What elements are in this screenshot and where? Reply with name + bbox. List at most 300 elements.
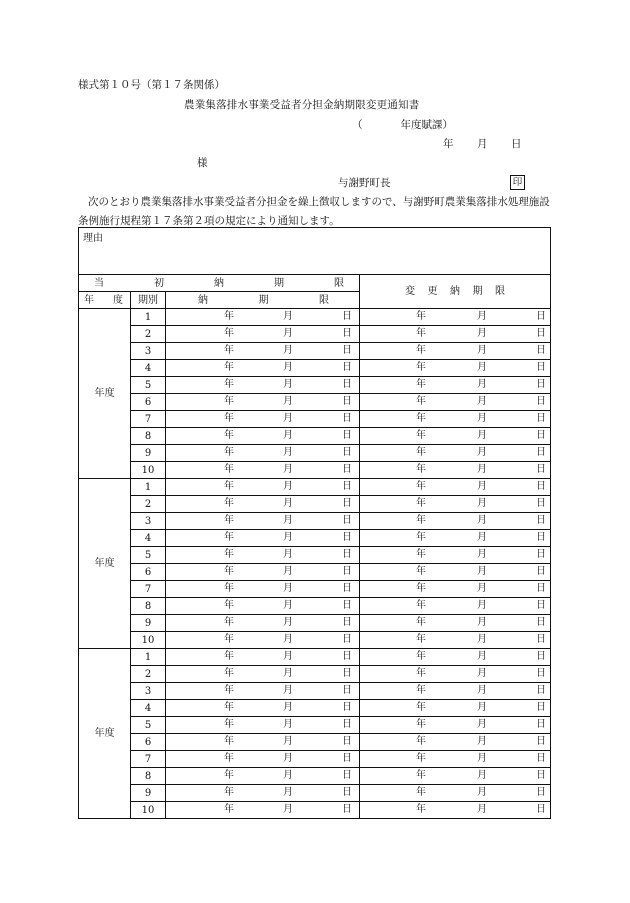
original-deadline-date	[166, 785, 360, 802]
date-month-label: 月	[477, 583, 487, 594]
date-day-label: 日	[536, 532, 546, 543]
reason-cell	[79, 228, 551, 275]
date-day-label: 日	[342, 396, 352, 407]
date-month-label: 月	[283, 566, 293, 577]
date-month-label: 月	[283, 651, 293, 662]
original-deadline-date	[166, 683, 360, 700]
table-row	[79, 700, 551, 717]
original-header-char: 初	[154, 277, 164, 289]
table-row	[79, 598, 551, 615]
date-year-label: 年	[224, 311, 234, 322]
changed-deadline-header	[360, 275, 551, 309]
document-title: 農業集落排水事業受益者分担金納期限変更通知書	[184, 99, 420, 111]
date-year-label: 年	[224, 685, 234, 696]
period-number: 8	[131, 428, 166, 445]
date-month-label: 月	[283, 413, 293, 424]
date-year-label: 年	[416, 787, 426, 798]
date-month-label: 月	[283, 515, 293, 526]
date-day-label: 日	[536, 413, 546, 424]
date-day-label: 日	[342, 787, 352, 798]
date-year-label: 年	[416, 753, 426, 764]
original-deadline-date	[166, 768, 360, 785]
date-month-label: 月	[477, 498, 487, 509]
issue-date-year: 年	[443, 138, 454, 150]
original-deadline-header	[79, 275, 360, 292]
original-deadline-date	[166, 564, 360, 581]
original-header-char: 限	[334, 277, 344, 289]
date-day-label: 日	[536, 668, 546, 679]
changed-deadline-date	[360, 445, 551, 462]
date-month-label: 月	[477, 447, 487, 458]
date-year-label: 年	[224, 651, 234, 662]
col-header-deadline	[166, 292, 360, 309]
date-month-label: 月	[283, 804, 293, 815]
date-year-label: 年	[224, 413, 234, 424]
period-number: 7	[131, 751, 166, 768]
date-month-label: 月	[477, 634, 487, 645]
original-deadline-date	[166, 717, 360, 734]
date-day-label: 日	[342, 634, 352, 645]
original-deadline-date	[166, 513, 360, 530]
date-year-label: 年	[224, 498, 234, 509]
issue-date-day: 日	[511, 138, 522, 150]
date-day-label: 日	[342, 566, 352, 577]
changed-deadline-date	[360, 377, 551, 394]
period-number: 7	[131, 581, 166, 598]
original-deadline-date	[166, 581, 360, 598]
date-year-label: 年	[416, 328, 426, 339]
original-deadline-date	[166, 326, 360, 343]
date-day-label: 日	[342, 736, 352, 747]
date-year-label: 年	[416, 345, 426, 356]
change-header-char: 限	[495, 286, 505, 297]
addressee: 様	[197, 157, 208, 169]
table-row	[79, 547, 551, 564]
date-day-label: 日	[536, 430, 546, 441]
changed-deadline-date	[360, 700, 551, 717]
date-day-label: 日	[536, 515, 546, 526]
date-day-label: 日	[342, 753, 352, 764]
original-deadline-date	[166, 632, 360, 649]
date-month-label: 月	[477, 345, 487, 356]
date-day-label: 日	[536, 787, 546, 798]
period-number: 3	[131, 683, 166, 700]
period-number: 3	[131, 343, 166, 360]
date-month-label: 月	[477, 685, 487, 696]
date-day-label: 日	[536, 345, 546, 356]
changed-deadline-date	[360, 309, 551, 326]
date-year-label: 年	[416, 600, 426, 611]
period-number: 4	[131, 360, 166, 377]
date-year-label: 年	[416, 634, 426, 645]
table-row	[79, 734, 551, 751]
original-deadline-date	[166, 445, 360, 462]
date-year-label: 年	[224, 396, 234, 407]
date-month-label: 月	[477, 515, 487, 526]
date-day-label: 日	[536, 804, 546, 815]
table-row	[79, 326, 551, 343]
date-month-label: 月	[283, 396, 293, 407]
date-day-label: 日	[536, 600, 546, 611]
date-month-label: 月	[283, 532, 293, 543]
original-deadline-date	[166, 462, 360, 479]
table-row	[79, 309, 551, 326]
form-number: 様式第１０号（第１７条関係）	[78, 79, 225, 91]
table-row	[79, 496, 551, 513]
date-month-label: 月	[477, 719, 487, 730]
date-year-label: 年	[224, 464, 234, 475]
date-day-label: 日	[536, 328, 546, 339]
period-number: 2	[131, 496, 166, 513]
original-deadline-date	[166, 615, 360, 632]
changed-deadline-date	[360, 326, 551, 343]
issue-date-month: 月	[477, 138, 488, 150]
date-year-label: 年	[224, 549, 234, 560]
period-number: 9	[131, 615, 166, 632]
date-day-label: 日	[342, 430, 352, 441]
date-year-label: 年	[416, 532, 426, 543]
period-number: 6	[131, 734, 166, 751]
date-month-label: 月	[477, 702, 487, 713]
date-month-label: 月	[477, 413, 487, 424]
date-month-label: 月	[283, 600, 293, 611]
date-day-label: 日	[536, 311, 546, 322]
changed-deadline-date	[360, 547, 551, 564]
date-month-label: 月	[283, 328, 293, 339]
original-deadline-date	[166, 530, 360, 547]
changed-deadline-date	[360, 564, 551, 581]
date-month-label: 月	[283, 668, 293, 679]
table-row	[79, 428, 551, 445]
date-year-label: 年	[224, 753, 234, 764]
date-day-label: 日	[342, 600, 352, 611]
date-day-label: 日	[536, 651, 546, 662]
col-header-fiscal-year	[79, 292, 131, 309]
table-row	[79, 394, 551, 411]
year-header-char: 年	[84, 294, 94, 306]
date-year-label: 年	[416, 464, 426, 475]
fiscal-year-cell: 年度	[79, 479, 131, 649]
date-day-label: 日	[342, 447, 352, 458]
fiscal-open-paren: （	[352, 119, 363, 131]
original-deadline-date	[166, 309, 360, 326]
changed-deadline-date	[360, 411, 551, 428]
date-month-label: 月	[283, 464, 293, 475]
date-year-label: 年	[416, 736, 426, 747]
table-row	[79, 343, 551, 360]
date-month-label: 月	[477, 566, 487, 577]
table-row	[79, 479, 551, 496]
date-month-label: 月	[283, 481, 293, 492]
original-deadline-date	[166, 343, 360, 360]
date-month-label: 月	[283, 362, 293, 373]
date-year-label: 年	[416, 396, 426, 407]
original-header-char: 期	[274, 277, 284, 289]
original-deadline-date	[166, 751, 360, 768]
date-month-label: 月	[283, 498, 293, 509]
original-deadline-date	[166, 377, 360, 394]
date-day-label: 日	[342, 804, 352, 815]
date-day-label: 日	[536, 685, 546, 696]
changed-deadline-date	[360, 683, 551, 700]
date-year-label: 年	[416, 362, 426, 373]
original-deadline-date	[166, 547, 360, 564]
date-month-label: 月	[477, 481, 487, 492]
table-row	[79, 462, 551, 479]
table-row	[79, 768, 551, 785]
fiscal-year-cell: 年度	[79, 309, 131, 479]
date-month-label: 月	[283, 753, 293, 764]
date-year-label: 年	[416, 685, 426, 696]
period-number: 2	[131, 326, 166, 343]
date-day-label: 日	[342, 345, 352, 356]
original-deadline-date	[166, 428, 360, 445]
date-day-label: 日	[342, 532, 352, 543]
changed-deadline-date	[360, 496, 551, 513]
date-month-label: 月	[477, 668, 487, 679]
date-year-label: 年	[416, 311, 426, 322]
period-number: 2	[131, 666, 166, 683]
table-row	[79, 530, 551, 547]
date-day-label: 日	[536, 481, 546, 492]
notice-body	[78, 193, 553, 231]
changed-deadline-date	[360, 343, 551, 360]
date-day-label: 日	[536, 634, 546, 645]
date-month-label: 月	[477, 328, 487, 339]
changed-deadline-date	[360, 530, 551, 547]
date-day-label: 日	[342, 770, 352, 781]
date-year-label: 年	[416, 379, 426, 390]
table-row	[79, 564, 551, 581]
date-day-label: 日	[342, 498, 352, 509]
date-year-label: 年	[416, 549, 426, 560]
date-year-label: 年	[224, 447, 234, 458]
date-month-label: 月	[283, 719, 293, 730]
original-deadline-date	[166, 649, 360, 666]
change-header-char: 変	[405, 286, 415, 297]
date-month-label: 月	[283, 583, 293, 594]
date-month-label: 月	[283, 549, 293, 560]
reason-label: 理由	[83, 233, 103, 244]
date-day-label: 日	[536, 719, 546, 730]
original-deadline-date	[166, 700, 360, 717]
date-year-label: 年	[224, 566, 234, 577]
date-month-label: 月	[477, 532, 487, 543]
date-day-label: 日	[536, 753, 546, 764]
date-day-label: 日	[536, 617, 546, 628]
changed-deadline-date	[360, 462, 551, 479]
original-deadline-date	[166, 411, 360, 428]
date-month-label: 月	[477, 736, 487, 747]
col-header-period: 期別	[131, 292, 166, 309]
period-number: 1	[131, 309, 166, 326]
date-year-label: 年	[224, 719, 234, 730]
date-day-label: 日	[342, 311, 352, 322]
original-deadline-date	[166, 360, 360, 377]
changed-deadline-date	[360, 513, 551, 530]
period-number: 5	[131, 547, 166, 564]
date-year-label: 年	[416, 617, 426, 628]
date-year-label: 年	[224, 617, 234, 628]
date-day-label: 日	[536, 498, 546, 509]
date-year-label: 年	[224, 736, 234, 747]
date-month-label: 月	[477, 379, 487, 390]
original-deadline-date	[166, 666, 360, 683]
fiscal-year-label: 年度賦課）	[400, 119, 453, 131]
date-day-label: 日	[536, 447, 546, 458]
date-month-label: 月	[283, 634, 293, 645]
period-number: 5	[131, 377, 166, 394]
date-year-label: 年	[224, 787, 234, 798]
change-header-char: 納	[450, 286, 460, 297]
period-number: 10	[131, 462, 166, 479]
changed-deadline-date	[360, 734, 551, 751]
period-number: 8	[131, 768, 166, 785]
table-row	[79, 751, 551, 768]
date-year-label: 年	[416, 719, 426, 730]
table-row	[79, 717, 551, 734]
date-month-label: 月	[283, 736, 293, 747]
changed-deadline-date	[360, 751, 551, 768]
year-header-char: 度	[113, 294, 123, 306]
date-year-label: 年	[224, 583, 234, 594]
changed-deadline-date	[360, 598, 551, 615]
issuer-name: 与謝野町長	[338, 177, 391, 189]
period-number: 10	[131, 632, 166, 649]
period-number: 10	[131, 802, 166, 819]
table-row	[79, 649, 551, 666]
date-day-label: 日	[342, 685, 352, 696]
table-row	[79, 411, 551, 428]
table-row	[79, 632, 551, 649]
changed-deadline-date	[360, 581, 551, 598]
date-month-label: 月	[477, 651, 487, 662]
date-day-label: 日	[342, 583, 352, 594]
original-header-char: 当	[94, 277, 104, 289]
date-year-label: 年	[416, 804, 426, 815]
changed-deadline-date	[360, 717, 551, 734]
date-day-label: 日	[536, 702, 546, 713]
original-deadline-date	[166, 598, 360, 615]
deadline-header-char: 納	[198, 294, 208, 306]
date-month-label: 月	[283, 787, 293, 798]
date-year-label: 年	[224, 770, 234, 781]
date-month-label: 月	[283, 617, 293, 628]
date-day-label: 日	[342, 379, 352, 390]
table-row	[79, 615, 551, 632]
period-number: 6	[131, 564, 166, 581]
date-year-label: 年	[224, 430, 234, 441]
date-year-label: 年	[416, 430, 426, 441]
period-number: 6	[131, 394, 166, 411]
date-month-label: 月	[477, 600, 487, 611]
date-year-label: 年	[224, 328, 234, 339]
changed-deadline-date	[360, 615, 551, 632]
date-year-label: 年	[416, 566, 426, 577]
date-day-label: 日	[536, 396, 546, 407]
date-month-label: 月	[283, 430, 293, 441]
changed-deadline-date	[360, 802, 551, 819]
date-day-label: 日	[342, 702, 352, 713]
date-day-label: 日	[536, 549, 546, 560]
original-deadline-date	[166, 496, 360, 513]
change-header-char: 更	[427, 286, 438, 297]
changed-deadline-date	[360, 768, 551, 785]
date-day-label: 日	[536, 583, 546, 594]
changed-deadline-date	[360, 632, 551, 649]
change-header-char: 期	[472, 286, 483, 297]
issue-date	[443, 139, 522, 150]
date-month-label: 月	[477, 753, 487, 764]
date-year-label: 年	[416, 498, 426, 509]
period-number: 4	[131, 700, 166, 717]
date-year-label: 年	[416, 583, 426, 594]
date-year-label: 年	[416, 668, 426, 679]
table-row	[79, 513, 551, 530]
table-row	[79, 785, 551, 802]
date-year-label: 年	[224, 362, 234, 373]
period-number: 3	[131, 513, 166, 530]
date-year-label: 年	[416, 515, 426, 526]
date-month-label: 月	[283, 345, 293, 356]
date-month-label: 月	[283, 379, 293, 390]
date-month-label: 月	[283, 311, 293, 322]
date-month-label: 月	[477, 464, 487, 475]
deadline-header-char: 期	[258, 294, 269, 306]
date-year-label: 年	[224, 634, 234, 645]
original-deadline-date	[166, 734, 360, 751]
date-year-label: 年	[224, 379, 234, 390]
date-year-label: 年	[224, 804, 234, 815]
date-day-label: 日	[536, 736, 546, 747]
date-month-label: 月	[283, 702, 293, 713]
date-day-label: 日	[342, 617, 352, 628]
date-day-label: 日	[536, 464, 546, 475]
date-day-label: 日	[342, 362, 352, 373]
date-month-label: 月	[477, 770, 487, 781]
date-year-label: 年	[416, 447, 426, 458]
fiscal-year-note	[352, 120, 453, 131]
date-month-label: 月	[477, 430, 487, 441]
date-month-label: 月	[283, 447, 293, 458]
changed-deadline-date	[360, 360, 551, 377]
date-year-label: 年	[224, 532, 234, 543]
date-month-label: 月	[477, 787, 487, 798]
date-month-label: 月	[283, 770, 293, 781]
table-row	[79, 581, 551, 598]
date-month-label: 月	[477, 549, 487, 560]
date-day-label: 日	[342, 719, 352, 730]
date-year-label: 年	[416, 651, 426, 662]
changed-deadline-date	[360, 666, 551, 683]
period-number: 4	[131, 530, 166, 547]
table-row	[79, 683, 551, 700]
date-day-label: 日	[536, 566, 546, 577]
table-row	[79, 377, 551, 394]
seal-stamp-box: 印	[510, 175, 525, 190]
changed-deadline-date	[360, 394, 551, 411]
date-month-label: 月	[477, 804, 487, 815]
date-year-label: 年	[416, 770, 426, 781]
period-number: 7	[131, 411, 166, 428]
date-year-label: 年	[224, 345, 234, 356]
changed-deadline-date	[360, 649, 551, 666]
date-year-label: 年	[416, 413, 426, 424]
table-row	[79, 802, 551, 819]
date-day-label: 日	[342, 413, 352, 424]
changed-deadline-date	[360, 428, 551, 445]
date-year-label: 年	[224, 668, 234, 679]
